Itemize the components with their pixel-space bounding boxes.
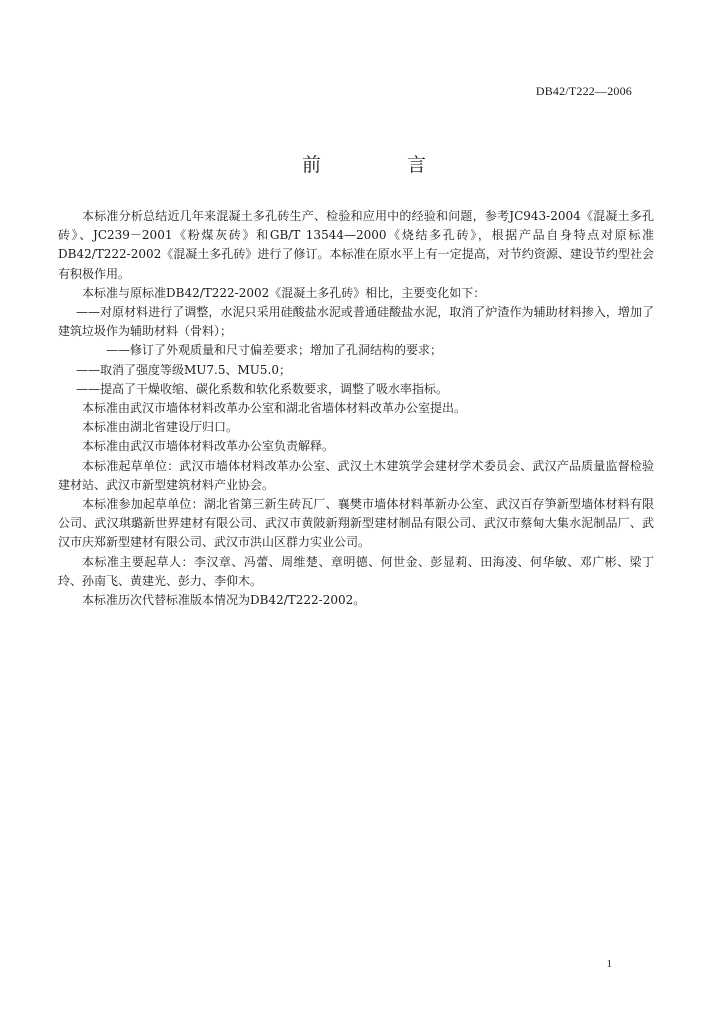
change-item-strength-grade: ——取消了强度等级MU7.5、MU5.0； [76, 362, 291, 377]
foreword-body [58, 207, 654, 610]
change-item-shrinkage: ——提高了干燥收缩、碳化系数和软化系数要求，调整了吸水率指标。 [76, 381, 449, 396]
paragraph-interpreted-by: 本标准由武汉市墙体材料改革办公室负责解释。 [82, 439, 335, 454]
paragraph-summary: 本标准分析总结近几年来混凝土多孔砖生产、检验和应用中的经验和问题，参考JC943-2004《混凝土多孔砖》、JC239－2001《粉煤灰砖》和GB/T 13544—2000《烧结多孔砖》，根据产品自身特点对原标准DB42/T222-2002《混凝土多孔砖》进行了修订。本标准在原水平上有一定提高，对节约资源、建设节约型社会有积极作用。 [58, 209, 654, 281]
paragraph-main-drafters: 本标准主要起草人：李汉章、冯蕾、周维楚、章明德、何世金、彭显莉、田海凌、何华敏、邓广彬、梁丁玲、孙南飞、黄建光、彭力、李仰木。 [58, 554, 654, 588]
change-item-raw-materials: ——对原材料进行了调整，水泥只采用硅酸盐水泥或普通硅酸盐水泥，取消了炉渣作为辅助材料掺入，增加了建筑垃圾作为辅助材料（骨料）； [58, 305, 654, 339]
paragraph-administered-by: 本标准由湖北省建设厅归口。 [82, 420, 239, 435]
standard-code: DB42/T222—2006 [535, 84, 632, 98]
change-item-appearance: ——修订了外观质量和尺寸偏差要求；增加了孔洞结构的要求； [106, 343, 443, 358]
paragraph-proposed-by: 本标准由武汉市墙体材料改革办公室和湖北省墙体材料改革办公室提出。 [82, 401, 467, 416]
paragraph-drafting-units: 本标准起草单位：武汉市墙体材料改革办公室、武汉土木建筑学会建材学术委员会、武汉产品质量监督检验建材站、武汉市新型建筑材料产业协会。 [58, 458, 654, 492]
paragraph-replaced-versions: 本标准历次代替标准版本情况为DB42/T222-2002。 [82, 593, 366, 608]
paragraph-changes-intro: 本标准与原标准DB42/T222-2002《混凝土多孔砖》相比，主要变化如下： [82, 285, 486, 300]
paragraph-participating-units: 本标准参加起草单位：湖北省第三新生砖瓦厂、襄樊市墙体材料革新办公室、武汉百存笋新型墙体材料有限公司、武汉琪璐新世界建材有限公司、武汉市黄陂新翔新型建材制品有限公司、武汉市蔡甸大集水泥制品厂、武汉市庆郑新型建材有限公司、武汉市洪山区群力实业公司。 [58, 497, 654, 550]
page-title: 前 言 [301, 154, 467, 176]
page-number: 1 [606, 958, 612, 970]
